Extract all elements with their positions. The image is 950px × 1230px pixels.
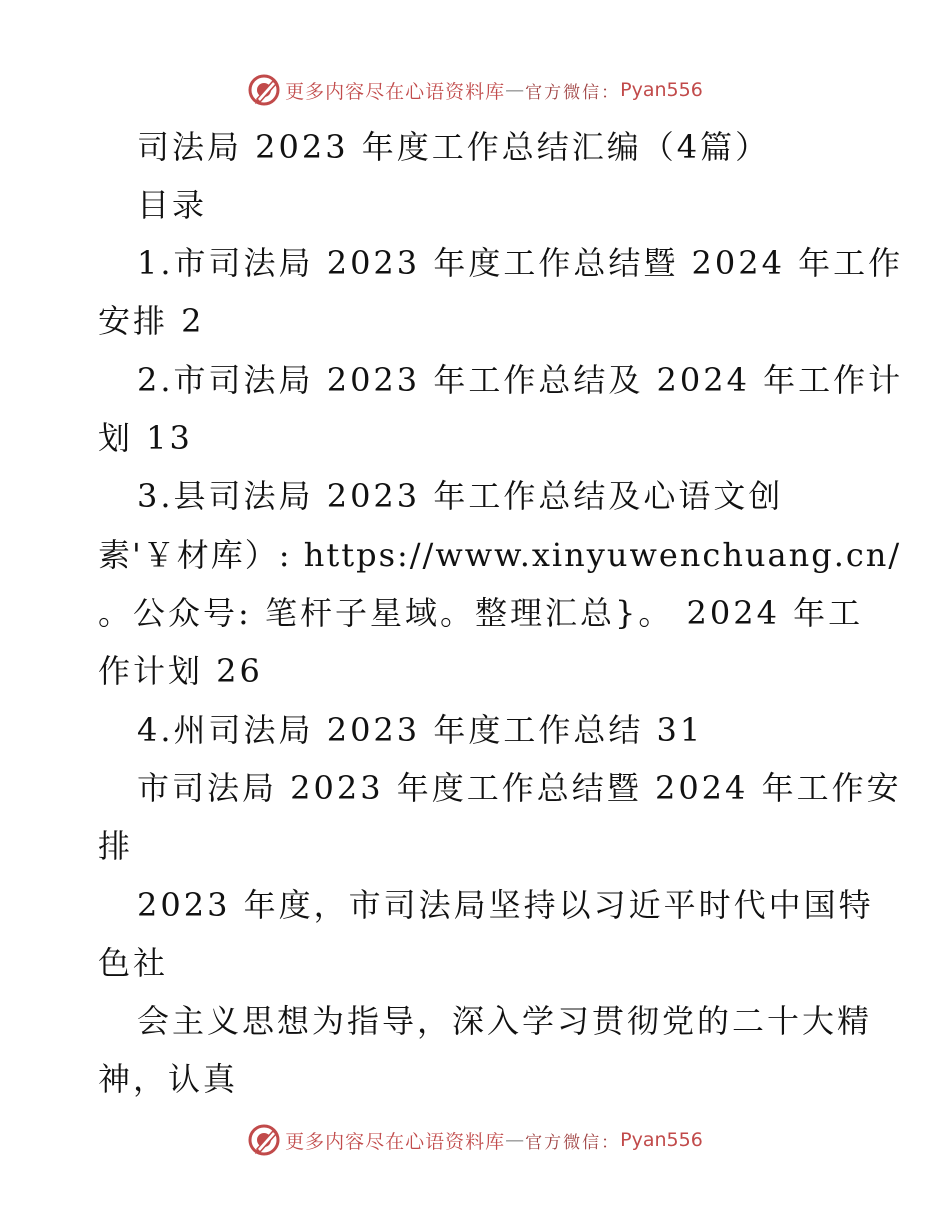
toc-entry-3: 3.县司法局 2023 年工作总结及心语文创 xyxy=(137,477,784,515)
toc-entry-4: 4.州司法局 2023 年度工作总结 31 xyxy=(137,711,704,749)
body-paragraph-2-cont: 神，认真 xyxy=(98,1060,239,1098)
banner-wechat-label: 官方微信： xyxy=(525,1132,621,1153)
banner-dash: — xyxy=(505,1129,526,1151)
footer-watermark-banner xyxy=(0,1120,950,1160)
pen-circle-logo-icon xyxy=(247,73,281,107)
banner-text: 更多内容尽在心语资料库 xyxy=(285,80,506,103)
toc-entry-1-cont: 安排 2 xyxy=(98,302,205,340)
banner-wechat-label: 官方微信： xyxy=(525,82,621,103)
toc-heading: 目录 xyxy=(137,186,208,224)
toc-entry-2: 2.市司法局 2023 年工作总结及 2024 年工作计 xyxy=(137,361,904,399)
toc-entry-2-cont: 划 13 xyxy=(98,419,193,457)
banner-text: 更多内容尽在心语资料库 xyxy=(285,1130,506,1153)
section-heading: 市司法局 2023 年度工作总结暨 2024 年工作安 xyxy=(137,769,902,807)
toc-entry-3-cont3: 作计划 26 xyxy=(98,652,263,690)
banner-wechat-id: Pyan556 xyxy=(620,1129,703,1151)
document-title: 司法局 2023 年度工作总结汇编（4篇） xyxy=(137,128,771,166)
pen-circle-logo-icon xyxy=(247,1123,281,1157)
header-watermark-banner xyxy=(0,70,950,110)
body-paragraph-1: 2023 年度，市司法局坚持以习近平时代中国特 xyxy=(137,886,874,924)
toc-entry-3-cont: 素'￥材库）: https://www.xinyuwenchuang.cn/ xyxy=(98,536,902,574)
body-paragraph-1-cont: 色社 xyxy=(98,944,169,982)
section-heading-cont: 排 xyxy=(98,827,134,865)
toc-entry-3-cont2: 。公众号: 笔杆子星域。整理汇总}。 2024 年工 xyxy=(98,594,864,632)
toc-entry-1: 1.市司法局 2023 年度工作总结暨 2024 年工作 xyxy=(137,244,904,282)
banner-dash: — xyxy=(505,79,526,101)
banner-wechat-id: Pyan556 xyxy=(620,79,703,101)
body-paragraph-2: 会主义思想为指导，深入学习贯彻党的二十大精 xyxy=(137,1002,873,1040)
